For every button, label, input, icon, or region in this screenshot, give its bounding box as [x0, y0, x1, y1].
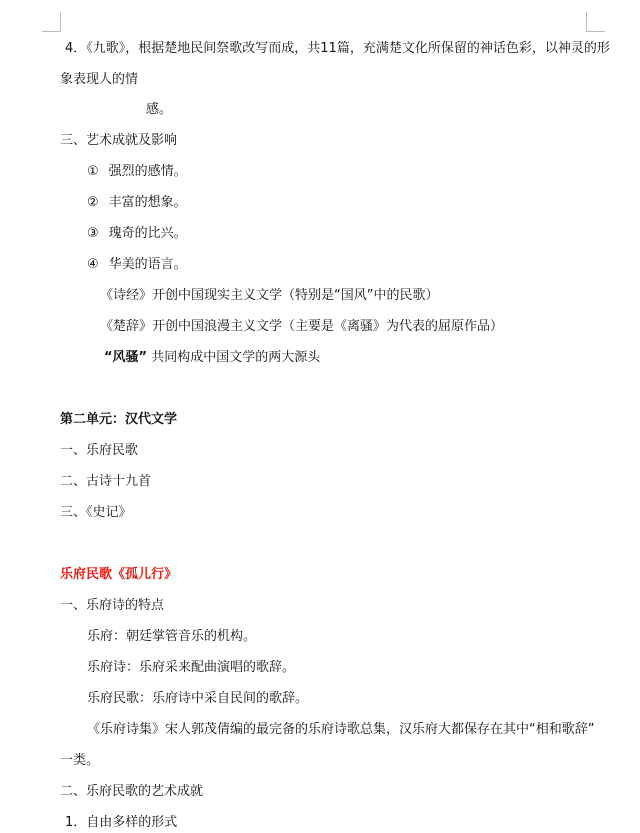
paragraph-jiuge-line-1: 4．《九歌》，根据楚地民间祭歌改写而成，共11篇，充满楚文化所保留的神话色彩，以神灵的形 [65, 41, 610, 56]
crop-mark-top-left-vertical [60, 12, 61, 32]
achievement-text: 强烈的感情。 [108, 164, 187, 179]
achievement-number: ③ [87, 226, 99, 241]
fengsao-term: “风骚” [104, 350, 148, 365]
achievement-item-3 [87, 226, 187, 242]
section-3-heading: 三、艺术成就及影响 [60, 133, 178, 148]
crop-mark-top-right-vertical [586, 12, 587, 32]
unit-2-item-2: 二、古诗十九首 [60, 474, 152, 489]
chuci-line: 《楚辞》开创中国浪漫主义文学（主要是《离骚》为代表的屈原作品） [100, 319, 504, 334]
fengsao-line [104, 350, 320, 366]
achievement-number: ② [87, 195, 99, 210]
yuefu-shiji-line-1: 《乐府诗集》宋人郭茂倩编的最完备的乐府诗歌总集，汉乐府大都保存在其中“相和歌辞” [87, 722, 595, 737]
shijing-line: 《诗经》开创中国现实主义文学（特别是“国风”中的民歌） [100, 288, 439, 303]
art-achievement-heading: 二、乐府民歌的艺术成就 [60, 784, 204, 799]
paragraph-jiuge-line-2: 象表现人的情 [60, 72, 139, 87]
achievement-text: 瑰奇的比兴。 [108, 226, 187, 241]
achievement-number: ④ [87, 257, 99, 272]
yuefu-heading: 一、乐府诗的特点 [60, 598, 165, 613]
yuefu-definition-1: 乐府：朝廷掌管音乐的机构。 [87, 629, 257, 644]
yuefu-shiji-line-2: 一类。 [60, 753, 100, 768]
unit-2-heading: 第二单元：汉代文学 [60, 412, 178, 427]
art-achievement-item-1: 1．自由多样的形式 [65, 815, 178, 830]
yuefu-definition-3: 乐府民歌：乐府诗中采自民间的歌辞。 [87, 691, 309, 706]
unit-2-item-3: 三、《史记》 [60, 505, 132, 520]
achievement-item-4 [87, 257, 187, 273]
paragraph-jiuge-line-3: 感。 [146, 102, 173, 117]
unit-2-item-1: 一、乐府民歌 [60, 443, 139, 458]
achievement-number: ① [87, 164, 99, 179]
yuefu-definition-2: 乐府诗：乐府采来配曲演唱的歌辞。 [87, 660, 296, 675]
achievement-item-1 [87, 164, 187, 180]
achievement-text: 华美的语言。 [108, 257, 187, 272]
crop-mark-top-left-horizontal [42, 31, 61, 32]
crop-mark-top-right-horizontal [586, 31, 605, 32]
fengsao-description: 共同构成中国文学的两大源头 [151, 350, 321, 365]
achievement-item-2 [87, 195, 187, 211]
achievement-text: 丰富的想象。 [108, 195, 187, 210]
red-section-heading: 乐府民歌《孤儿行》 [60, 567, 178, 582]
